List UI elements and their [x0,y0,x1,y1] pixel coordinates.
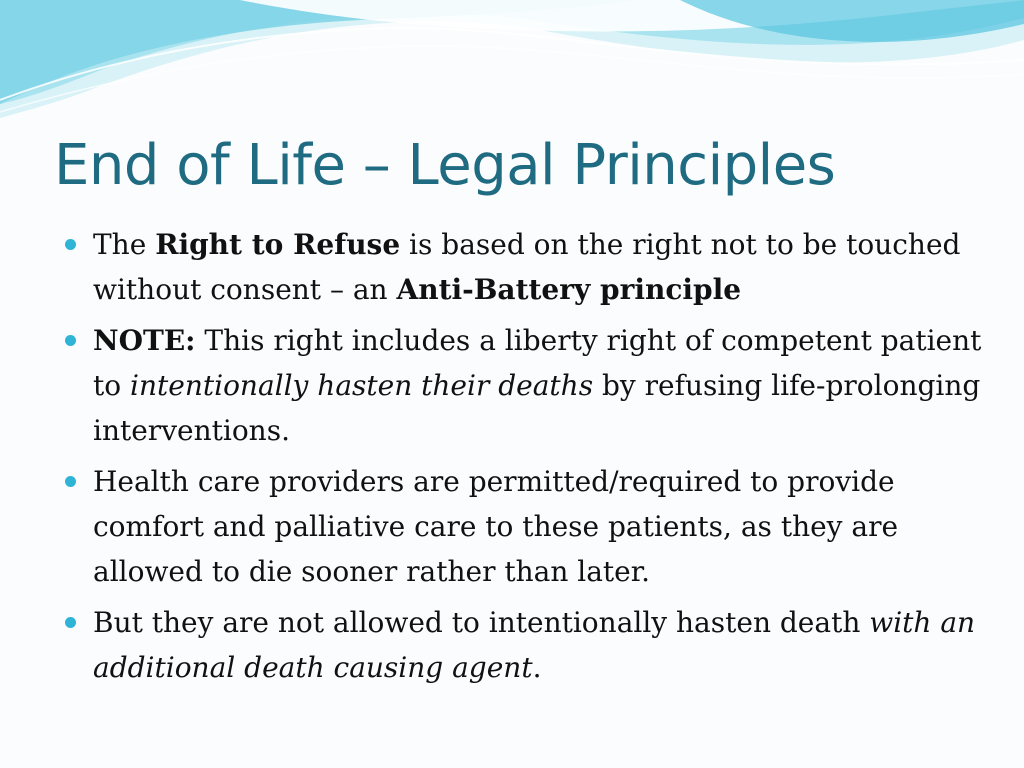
bullet-dot-icon [65,335,76,346]
bullet-dot-icon [65,239,76,250]
bullet-text-bold: Right to Refuse [155,228,401,261]
bullet-item [62,222,982,312]
bullet-list [62,222,982,696]
slide-title: End of Life – Legal Principles [54,133,836,198]
bullet-text-normal: This right includes a liberty right of competent patient to [93,324,982,402]
bullet-text-italic: intentionally hasten their deaths [130,369,594,402]
bullet-item [62,459,982,594]
bullet-dot-icon [65,476,76,487]
bullet-text-normal: . [532,651,542,684]
bullet-text-bold: Anti-Battery principle [396,273,742,306]
bullet-text-normal: But they are not allowed to intentionally hasten death [93,606,870,639]
bullet-dot-icon [65,617,76,628]
decorative-wave-header [0,0,1024,120]
bullet-text-bold: NOTE: [93,324,196,357]
bullet-text-normal: by refusing life-prolonging interventions. [93,369,981,447]
bullet-text-normal: Health care providers are permitted/required to provide comfort and palliative care to these patients, as they are allowed to die sooner rather than later. [93,465,899,588]
bullet-item [62,318,982,453]
bullet-item [62,600,982,690]
bullet-text-normal: The [93,228,156,261]
bullet-text-italic: with an additional death causing agent [93,606,976,684]
bullet-text-normal: is based on the right not to be touched without consent – an [93,228,961,306]
